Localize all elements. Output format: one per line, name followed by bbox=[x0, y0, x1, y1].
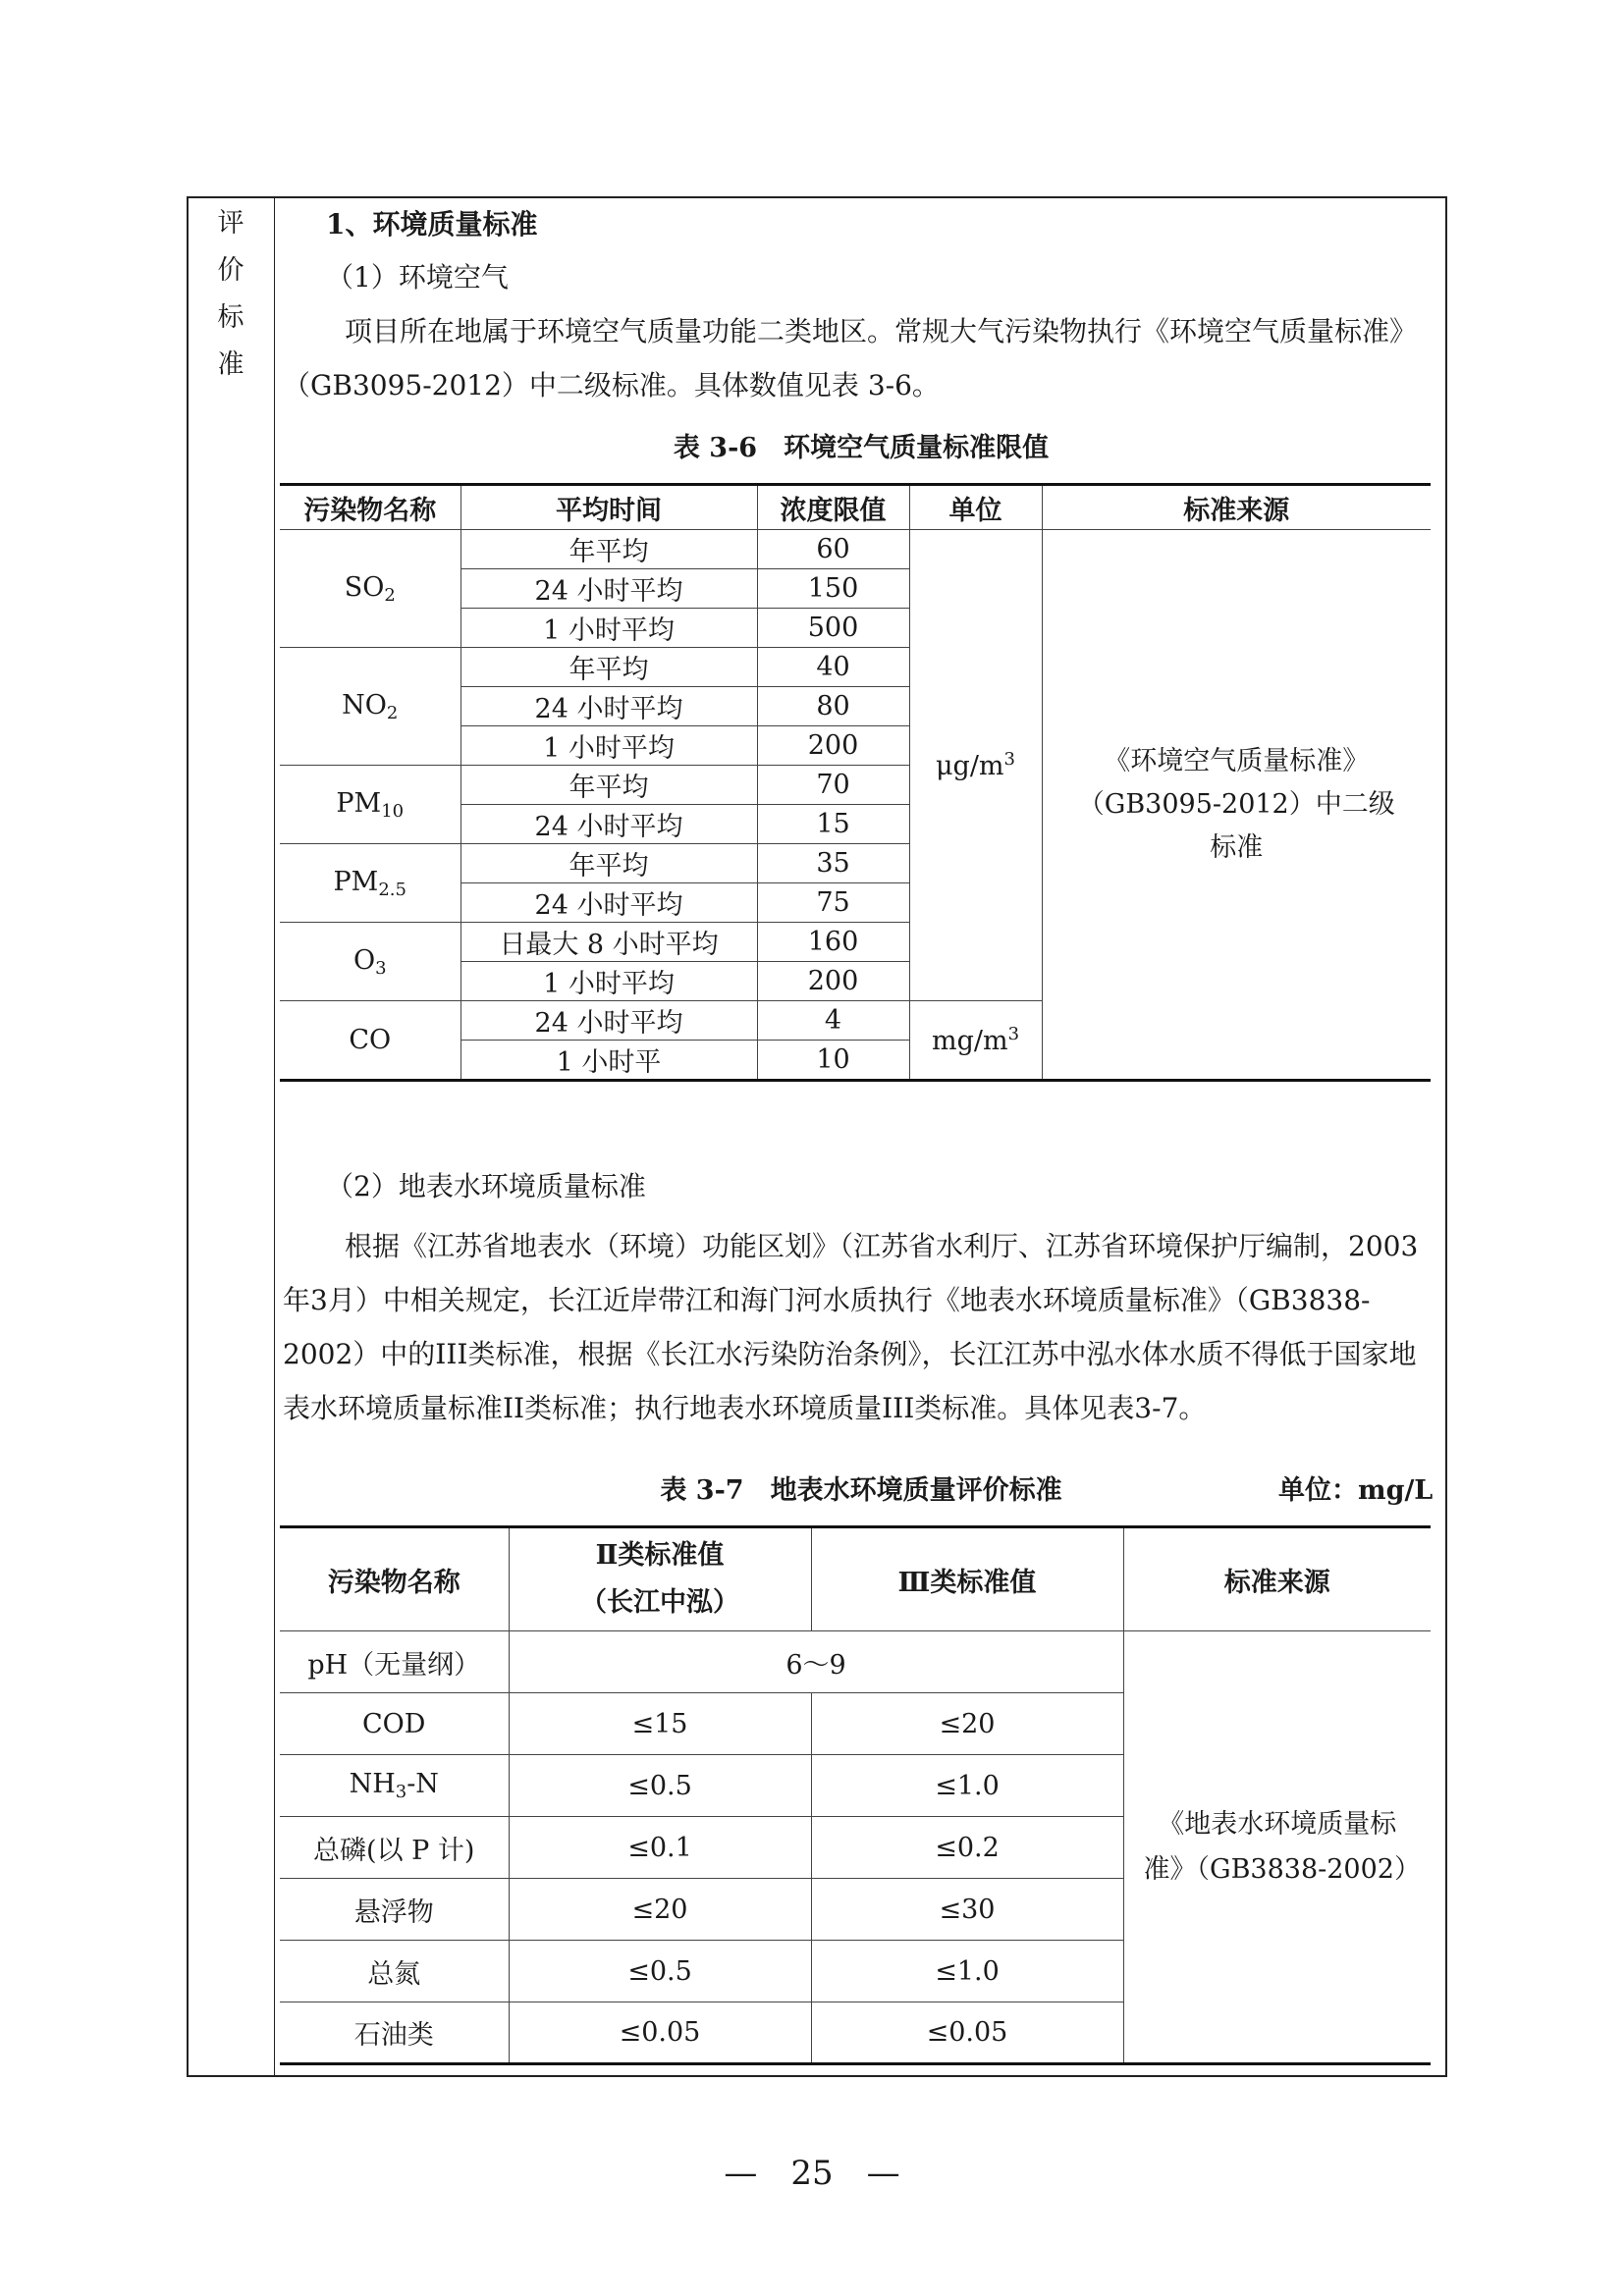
standard-source: 《地表水环境质量标准》（GB3838-2002） bbox=[1123, 1631, 1431, 2064]
class-ii-value: ≤20 bbox=[509, 1879, 811, 1941]
class-ii-value: ≤0.5 bbox=[509, 1755, 811, 1817]
averaging-time: 1 小时平 bbox=[460, 1041, 757, 1081]
table-row bbox=[280, 530, 1431, 569]
class-ii-value: ≤0.1 bbox=[509, 1817, 811, 1879]
pollutant-name-text: NH bbox=[349, 1769, 396, 1799]
concentration-limit: 60 bbox=[757, 530, 909, 569]
unit-superscript: 3 bbox=[1007, 1024, 1020, 1044]
table-header: 浓度限值 bbox=[757, 485, 909, 530]
pollutant-name bbox=[280, 530, 460, 648]
page-number: — 25 — bbox=[724, 2154, 900, 2193]
pollutant-name: pH（无量纲） bbox=[280, 1631, 509, 1693]
pollutant-name bbox=[280, 1693, 509, 1755]
averaging-time: 1 小时平均 bbox=[460, 726, 757, 766]
averaging-time: 24 小时平均 bbox=[460, 569, 757, 609]
pollutant-name bbox=[280, 648, 460, 766]
surface-water-table bbox=[280, 1525, 1431, 2065]
pollutant-name-text: O bbox=[352, 944, 376, 976]
class-ii-value: ≤0.5 bbox=[509, 1941, 811, 2002]
pollutant-subscript: 2 bbox=[384, 584, 396, 606]
averaging-time: 1 小时平均 bbox=[460, 962, 757, 1001]
page-frame bbox=[187, 196, 1447, 2077]
unit-superscript: 3 bbox=[1003, 749, 1015, 770]
side-char: 价 bbox=[217, 255, 244, 286]
pollutant-name bbox=[280, 766, 460, 844]
pollutant-subscript: 10 bbox=[381, 800, 405, 822]
averaging-time: 24 小时平均 bbox=[460, 883, 757, 923]
concentration-limit: 35 bbox=[757, 844, 909, 883]
air-paragraph: 项目所在地属于环境空气质量功能二类地区。常规大气污染物执行《环境空气质量标准》（GB3095-2012）中二级标准。具体数值见表 3-6。 bbox=[283, 315, 1418, 401]
class-iii-value: ≤20 bbox=[811, 1693, 1123, 1755]
table-header: 污染物名称 bbox=[280, 485, 460, 530]
side-char: 标 bbox=[217, 302, 244, 333]
side-label bbox=[189, 198, 273, 389]
pollutant-name bbox=[280, 1879, 509, 1941]
concentration-limit: 75 bbox=[757, 883, 909, 923]
water-paragraph: 根据《江苏省地表水（环境）功能区划》（江苏省水利厅、江苏省环境保护厅编制，2003年3月）中相关规定，长江近岸带江和海门河水质执行《地表水环境质量标准》（GB3838-2002）中的III类标准，根据《长江水污染防治条例》，长江江苏中泓水体水质不得低于国家地表水环境质量标准II类标准；执行地表水环境质量III类标准。具体见表3-7。 bbox=[283, 1230, 1419, 1424]
pollutant-subscript: 2 bbox=[386, 702, 399, 723]
averaging-time: 24 小时平均 bbox=[460, 1001, 757, 1041]
table-3-7-caption: 表 3-7 地表水环境质量评价标准 bbox=[660, 1475, 1062, 1506]
air-quality-table bbox=[280, 483, 1431, 1082]
pollutant-name bbox=[280, 844, 460, 923]
table-header: 单位 bbox=[909, 485, 1042, 530]
header-line: Ⅱ类标准值 bbox=[595, 1540, 725, 1571]
pollutant-name-text: 总氮 bbox=[367, 1958, 421, 1990]
pollutant-name-text: 悬浮物 bbox=[353, 1896, 434, 1928]
table-header: 污染物名称 bbox=[280, 1527, 509, 1631]
side-char: 准 bbox=[217, 349, 244, 380]
unit-cell: $mg/m^3$ bbox=[909, 1001, 1042, 1081]
pollutant-name bbox=[280, 1941, 509, 2002]
concentration-limit: 15 bbox=[757, 805, 909, 844]
pollutant-name-text: SO bbox=[344, 571, 385, 603]
class-iii-value: ≤1.0 bbox=[811, 1755, 1123, 1817]
table-header: 标准来源 bbox=[1042, 485, 1431, 530]
pollutant-name-text: PM bbox=[333, 866, 379, 897]
water-heading: （2）地表水环境质量标准 bbox=[326, 1170, 646, 1202]
pollutant-name-text: PM bbox=[336, 787, 382, 819]
table-row bbox=[280, 1631, 1431, 1693]
class-iii-value: ≤30 bbox=[811, 1879, 1123, 1941]
pollutant-subscript: 3 bbox=[395, 1782, 407, 1802]
pollutant-name-text: COD bbox=[362, 1708, 426, 1739]
averaging-time: 年平均 bbox=[460, 766, 757, 805]
averaging-time: 24 小时平均 bbox=[460, 687, 757, 726]
concentration-limit: 4 bbox=[757, 1001, 909, 1041]
averaging-time: 24 小时平均 bbox=[460, 805, 757, 844]
header-line: （长江中泓） bbox=[580, 1587, 739, 1618]
side-char: 评 bbox=[217, 208, 244, 239]
pollutant-name bbox=[280, 1817, 509, 1879]
table-3-7-unit: 单位：mg/L bbox=[1278, 1475, 1434, 1506]
concentration-limit: 200 bbox=[757, 726, 909, 766]
concentration-limit: 500 bbox=[757, 609, 909, 648]
table-header: 平均时间 bbox=[460, 485, 757, 530]
pollutant-name-text: 石油类 bbox=[353, 2020, 434, 2051]
table-3-6-caption: 表 3-6 环境空气质量标准限值 bbox=[673, 433, 1050, 463]
standard-source: 《环境空气质量标准》（GB3095-2012）中二级标准 bbox=[1042, 530, 1431, 1081]
averaging-time: 年平均 bbox=[460, 530, 757, 569]
concentration-limit: 10 bbox=[757, 1041, 909, 1081]
concentration-limit: 40 bbox=[757, 648, 909, 687]
class-iii-value: ≤0.05 bbox=[811, 2002, 1123, 2064]
class-iii-value: ≤0.2 bbox=[811, 1817, 1123, 1879]
class-iii-value: ≤1.0 bbox=[811, 1941, 1123, 2002]
averaging-time: 1 小时平均 bbox=[460, 609, 757, 648]
unit-cell: $\mu g/m^3$ bbox=[909, 530, 1042, 1001]
side-column bbox=[189, 198, 275, 2075]
class-ii-value: ≤0.05 bbox=[509, 2002, 811, 2064]
averaging-time: 年平均 bbox=[460, 648, 757, 687]
averaging-time: 年平均 bbox=[460, 844, 757, 883]
table-header: Ⅲ类标准值 bbox=[811, 1527, 1123, 1631]
section-title: 1、环境质量标准 bbox=[326, 208, 538, 240]
air-heading: （1）环境空气 bbox=[326, 261, 509, 294]
pollutant-subscript: 3 bbox=[375, 957, 387, 979]
averaging-time: 日最大 8 小时平均 bbox=[460, 923, 757, 962]
concentration-limit: 70 bbox=[757, 766, 909, 805]
pollutant-name bbox=[280, 1001, 460, 1081]
concentration-limit: 200 bbox=[757, 962, 909, 1001]
table-header: 标准来源 bbox=[1123, 1527, 1431, 1631]
class-ii-value: ≤15 bbox=[509, 1693, 811, 1755]
ph-value: 6～9 bbox=[509, 1631, 1123, 1693]
concentration-limit: 80 bbox=[757, 687, 909, 726]
pollutant-name bbox=[280, 1755, 509, 1817]
concentration-limit: 150 bbox=[757, 569, 909, 609]
pollutant-name-text: CO bbox=[349, 1025, 392, 1055]
pollutant-name bbox=[280, 923, 460, 1001]
pollutant-name bbox=[280, 2002, 509, 2064]
pollutant-subscript: 2.5 bbox=[378, 879, 406, 900]
pollutant-name-text: 总磷(以 P 计) bbox=[313, 1835, 475, 1866]
table-header bbox=[509, 1527, 811, 1631]
concentration-limit: 160 bbox=[757, 923, 909, 962]
pollutant-name-text: NO bbox=[342, 689, 387, 721]
pollutant-name-suffix: -N bbox=[406, 1769, 439, 1799]
